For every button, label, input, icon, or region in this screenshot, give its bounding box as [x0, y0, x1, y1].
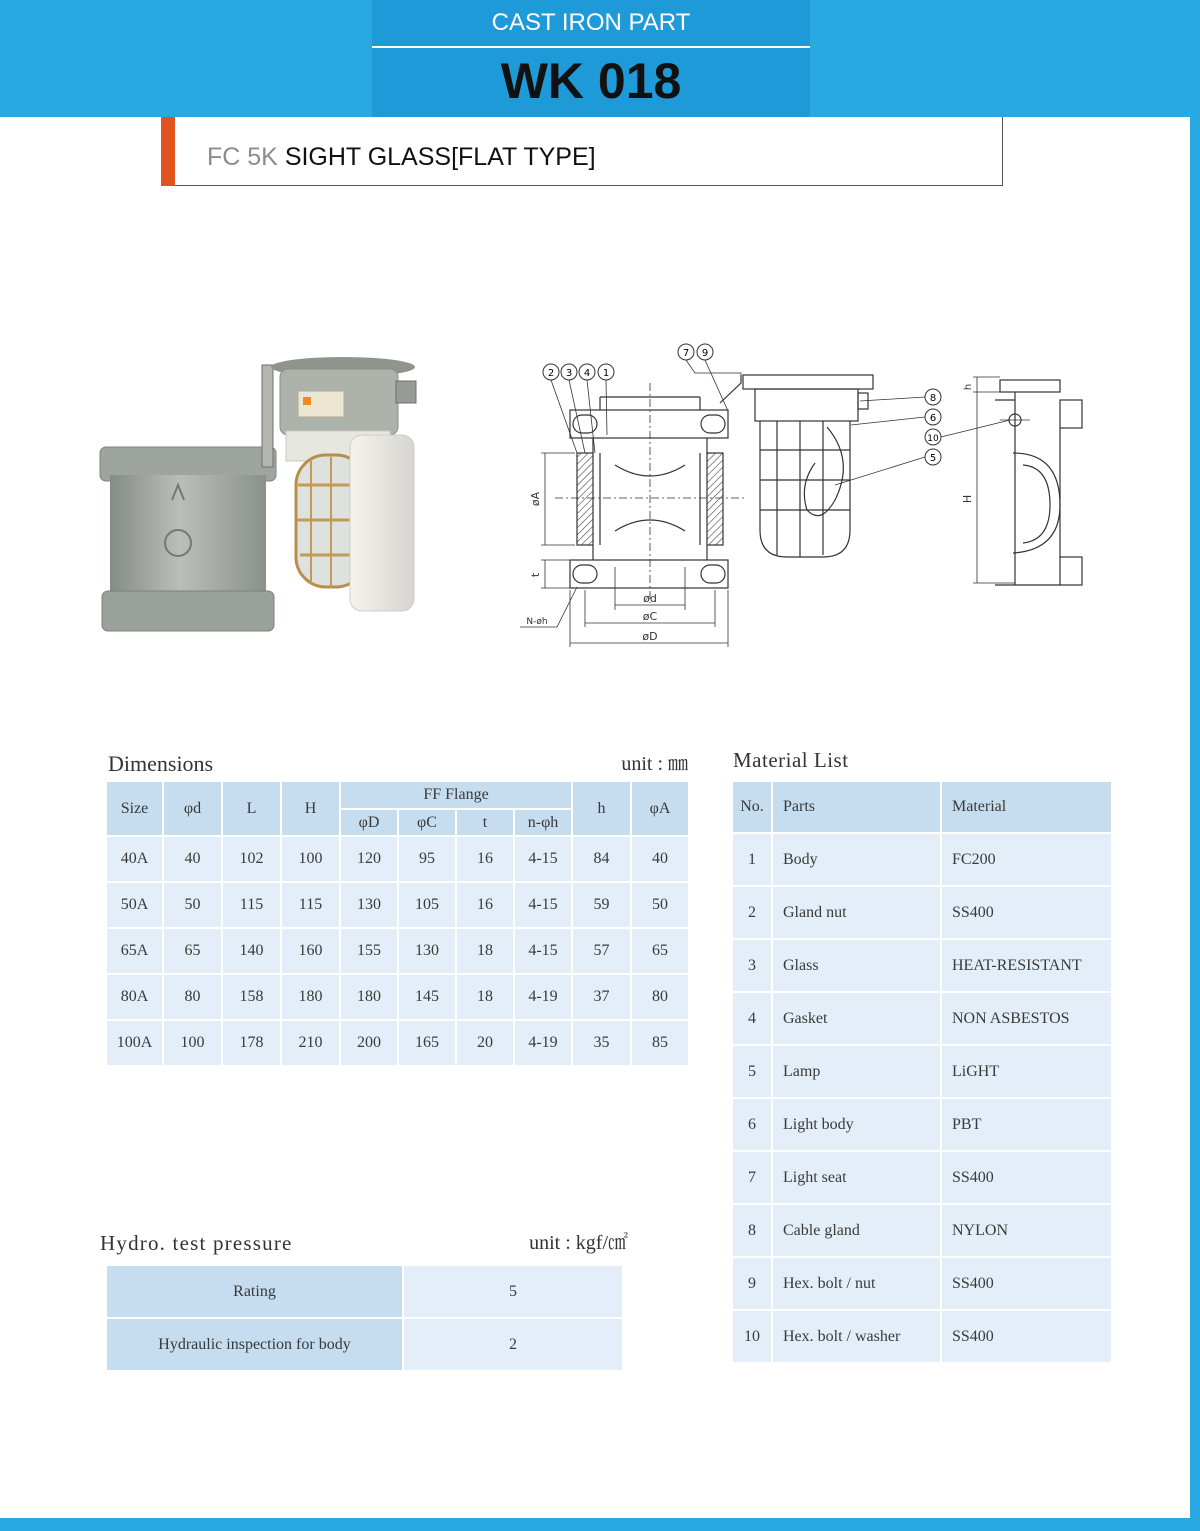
table-row: [732, 1257, 1112, 1310]
cell: 160: [281, 928, 340, 974]
table-header-row: [732, 781, 1112, 833]
col-l: L: [222, 781, 281, 836]
cell: 85: [631, 1020, 689, 1066]
callout-6: [925, 409, 941, 425]
cell: 8: [732, 1204, 772, 1257]
cell: 4-15: [514, 928, 572, 974]
cell: 120: [340, 836, 398, 882]
label-phi-d: ød: [643, 592, 657, 605]
table-row: [732, 1045, 1112, 1098]
header-divider: [372, 46, 810, 48]
col-parts: Parts: [772, 781, 941, 833]
cell: 65A: [106, 928, 163, 974]
cell: 210: [281, 1020, 340, 1066]
front-view: [555, 383, 745, 603]
cell: 102: [222, 836, 281, 882]
cell: 2: [403, 1318, 623, 1371]
callout-8: [925, 389, 941, 405]
technical-drawing: [515, 335, 1095, 665]
cell: 40: [631, 836, 689, 882]
callout-10: [925, 429, 941, 445]
col-d: φd: [163, 781, 222, 836]
cell: 2: [732, 886, 772, 939]
svg-text:4: 4: [583, 368, 591, 379]
cell: Hydraulic inspection for body: [106, 1318, 403, 1371]
cell: Hex. bolt / washer: [772, 1310, 941, 1363]
lamp-side-view: [720, 375, 873, 557]
cell: 59: [572, 882, 631, 928]
cell: 178: [222, 1020, 281, 1066]
product-code: WK 018: [500, 53, 682, 109]
svg-text:7: 7: [682, 348, 690, 359]
svg-text:1: 1: [602, 368, 610, 379]
svg-text:3: 3: [565, 368, 573, 379]
table-row: [106, 882, 689, 928]
table-header-row: [106, 781, 689, 809]
product-photo: [98, 335, 428, 640]
product-title: [207, 140, 596, 174]
cell: 100: [163, 1020, 222, 1066]
cell: 35: [572, 1020, 631, 1066]
cell: 180: [281, 974, 340, 1020]
table-row: [732, 1204, 1112, 1257]
svg-text:2: 2: [547, 368, 555, 379]
callout-5: [925, 449, 941, 465]
cell: SS400: [941, 1257, 1112, 1310]
callout-9: [697, 344, 713, 360]
cell: Light body: [772, 1098, 941, 1151]
table-row: [732, 886, 1112, 939]
label-phi-a: øA: [529, 491, 542, 507]
cell: 18: [456, 974, 514, 1020]
col-flange-d: φD: [340, 809, 398, 836]
material-list-table: [731, 780, 1113, 1364]
dimensions-table: [105, 780, 690, 1067]
table-row: [732, 1151, 1112, 1204]
cell: 105: [398, 882, 456, 928]
cell: 115: [281, 882, 340, 928]
table-row: [106, 974, 689, 1020]
cell: 140: [222, 928, 281, 974]
table-row: [732, 992, 1112, 1045]
cell: Cable gland: [772, 1204, 941, 1257]
cell: Lamp: [772, 1045, 941, 1098]
cell: PBT: [941, 1098, 1112, 1151]
label-phi-c: øC: [642, 610, 658, 623]
cell: 100: [281, 836, 340, 882]
svg-text:6: 6: [929, 413, 937, 424]
cell: Hex. bolt / nut: [772, 1257, 941, 1310]
cell: 3: [732, 939, 772, 992]
product-title-name: SIGHT GLASS[FLAT TYPE]: [284, 143, 596, 171]
cell: 100A: [106, 1020, 163, 1066]
pipe-body: [100, 447, 276, 631]
cell: 57: [572, 928, 631, 974]
title-accent-bar: [161, 117, 175, 186]
cell: 50: [163, 882, 222, 928]
cell: 130: [398, 928, 456, 974]
cell: 80: [163, 974, 222, 1020]
cell: 180: [340, 974, 398, 1020]
cell: 40A: [106, 836, 163, 882]
table-row: [106, 1020, 689, 1066]
cell: 165: [398, 1020, 456, 1066]
cell: Body: [772, 833, 941, 886]
side-dimension-lines: [835, 377, 1015, 583]
cell: 7: [732, 1151, 772, 1204]
table-row: [106, 1318, 623, 1371]
col-flange-c: φC: [398, 809, 456, 836]
cell: LiGHT: [941, 1045, 1112, 1098]
cell: 37: [572, 974, 631, 1020]
product-title-prefix: FC 5K: [207, 143, 278, 171]
cell: 4: [732, 992, 772, 1045]
dimensions-title: Dimensions: [108, 751, 214, 776]
callout-2: [543, 364, 559, 380]
table-row: [732, 1310, 1112, 1363]
dimensions-unit: unit : ㎜: [621, 753, 688, 775]
label-h-top: h: [963, 383, 974, 391]
svg-text:5: 5: [929, 453, 937, 464]
table-row: [732, 1098, 1112, 1151]
cell: 6: [732, 1098, 772, 1151]
col-no: No.: [732, 781, 772, 833]
category-label: CAST IRON PART: [491, 9, 691, 36]
col-material: Material: [941, 781, 1112, 833]
cell: 65: [631, 928, 689, 974]
right-edge-strip: [1190, 0, 1200, 1531]
cell: HEAT-RESISTANT: [941, 939, 1112, 992]
callout-1: [598, 364, 614, 380]
col-size: Size: [106, 781, 163, 836]
cell: 4-19: [514, 1020, 572, 1066]
lamp-assembly: [262, 357, 416, 611]
cell: Gasket: [772, 992, 941, 1045]
cell: 130: [340, 882, 398, 928]
cell: 5: [403, 1265, 623, 1318]
col-flange-nh: n-φh: [514, 809, 572, 836]
col-a: φA: [631, 781, 689, 836]
col-ff-flange: FF Flange: [340, 781, 572, 809]
table-row: [732, 939, 1112, 992]
cell: 5: [732, 1045, 772, 1098]
cell: 16: [456, 836, 514, 882]
cell: 10: [732, 1310, 772, 1363]
cell: NYLON: [941, 1204, 1112, 1257]
cell: Rating: [106, 1265, 403, 1318]
label-h-total: H: [961, 494, 974, 504]
cell: 4-19: [514, 974, 572, 1020]
hydro-test-title: Hydro. test pressure: [100, 1231, 293, 1255]
svg-text:9: 9: [701, 348, 709, 359]
label-phi-d-outer: øD: [642, 630, 658, 643]
cell: FC200: [941, 833, 1112, 886]
cell: 145: [398, 974, 456, 1020]
cell: 9: [732, 1257, 772, 1310]
callout-3: [561, 364, 577, 380]
cell: 80: [631, 974, 689, 1020]
bottom-edge-strip: [0, 1518, 1200, 1531]
hydro-test-unit: unit : kgf/㎠: [529, 1232, 628, 1254]
label-n-h: N-øh: [526, 617, 548, 627]
cell: 155: [340, 928, 398, 974]
material-list-title: Material List: [733, 748, 849, 772]
cell: 50: [631, 882, 689, 928]
cell: SS400: [941, 886, 1112, 939]
cell: 200: [340, 1020, 398, 1066]
col-h: h: [572, 781, 631, 836]
svg-text:8: 8: [929, 393, 937, 404]
cell: 50A: [106, 882, 163, 928]
cell: 80A: [106, 974, 163, 1020]
cell: Light seat: [772, 1151, 941, 1204]
cell: Gland nut: [772, 886, 941, 939]
svg-text:10: 10: [927, 434, 939, 444]
callout-4: [579, 364, 595, 380]
part-callouts: [543, 344, 941, 465]
cell: SS400: [941, 1310, 1112, 1363]
cell: SS400: [941, 1151, 1112, 1204]
table-row: [106, 836, 689, 882]
cell: 20: [456, 1020, 514, 1066]
cell: 16: [456, 882, 514, 928]
callout-7: [678, 344, 694, 360]
cell: 4-15: [514, 882, 572, 928]
cell: 115: [222, 882, 281, 928]
cell: 158: [222, 974, 281, 1020]
col-h-total: H: [281, 781, 340, 836]
table-row: [106, 1265, 623, 1318]
cell: 1: [732, 833, 772, 886]
cell: 84: [572, 836, 631, 882]
cell: Glass: [772, 939, 941, 992]
col-flange-t: t: [456, 809, 514, 836]
cell: 95: [398, 836, 456, 882]
table-row: [106, 928, 689, 974]
cell: 18: [456, 928, 514, 974]
cell: NON ASBESTOS: [941, 992, 1112, 1045]
table-row: [732, 833, 1112, 886]
label-t: t: [529, 572, 542, 578]
cell: 4-15: [514, 836, 572, 882]
hydro-test-table: [105, 1264, 624, 1372]
cell: 40: [163, 836, 222, 882]
side-view: [995, 380, 1082, 585]
cell: 65: [163, 928, 222, 974]
